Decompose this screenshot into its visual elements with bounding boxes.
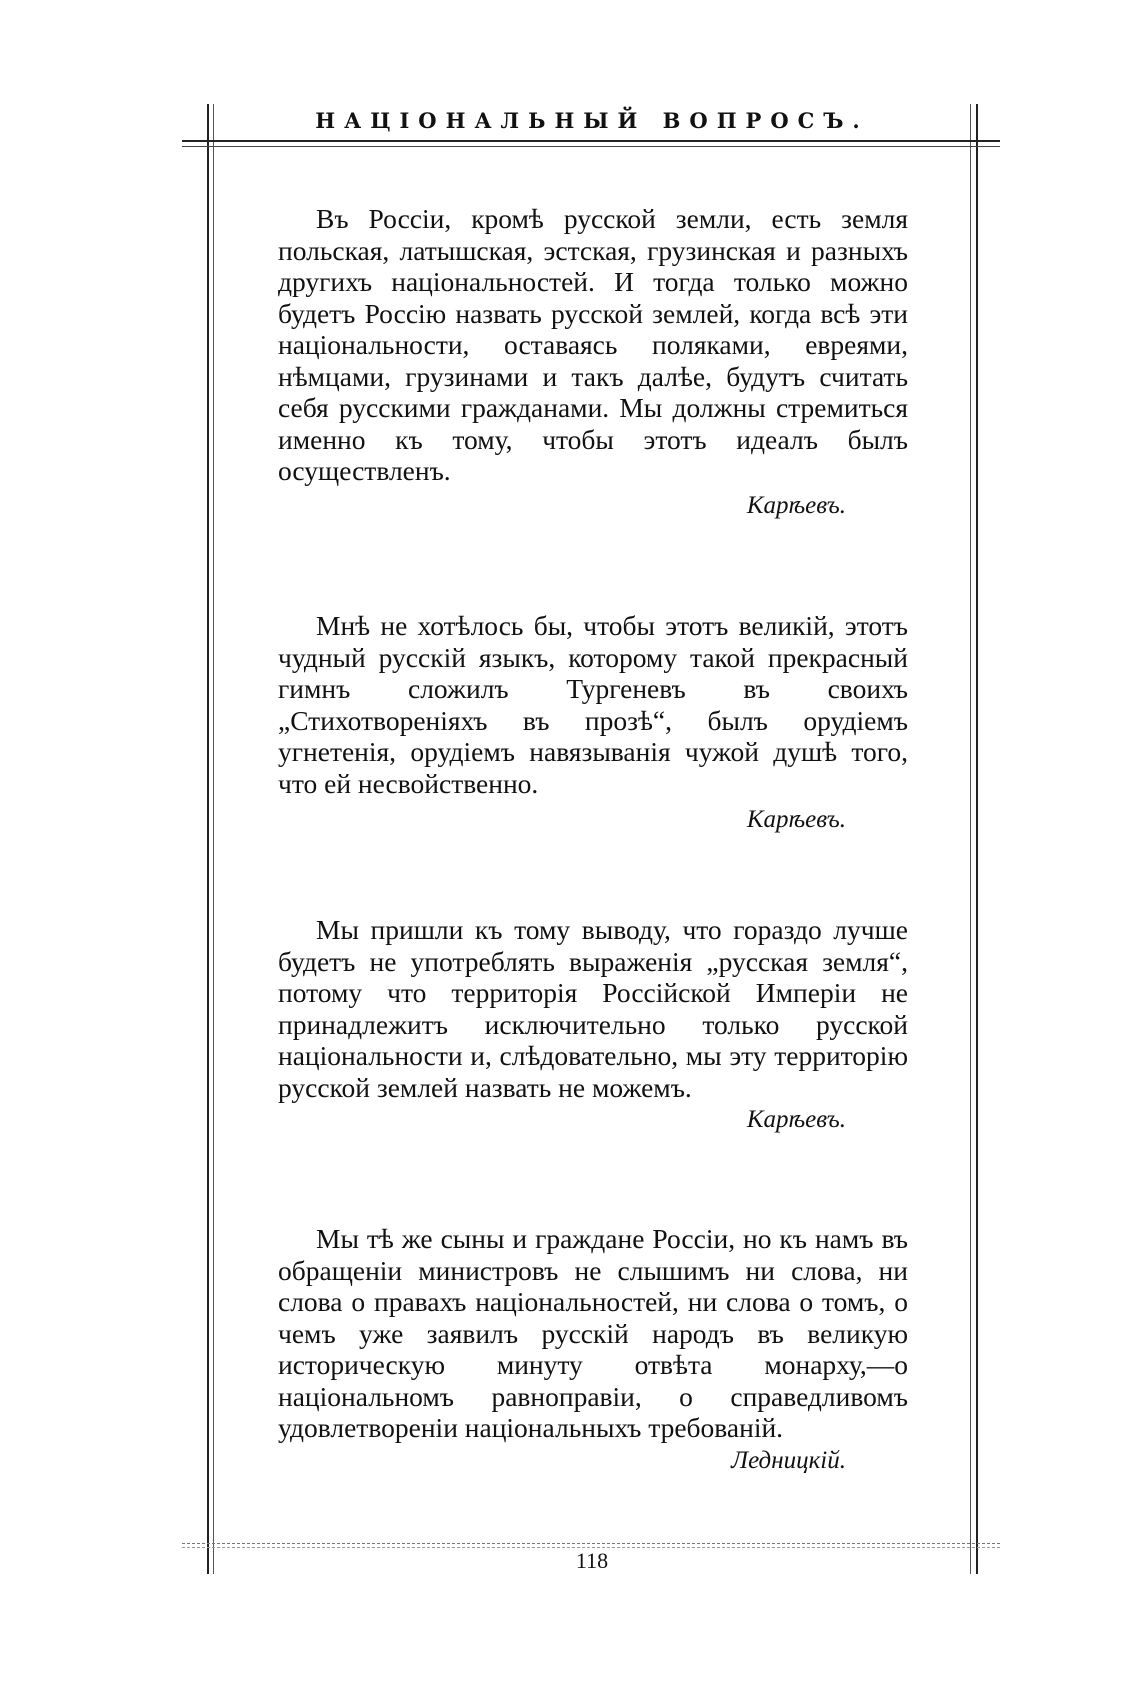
running-head: НАЦIОНАЛЬНЫЙ ВОПРОСЪ. (315, 108, 869, 133)
header-rule (182, 140, 1000, 142)
quote-block (278, 203, 908, 521)
right-border-rule (976, 104, 978, 1574)
quote-text: Въ Россiи, кромѣ русской земли, есть земля польская, латышская, эстская, грузинская и разныхъ другихъ нацiональностей. И тогда только можно будетъ Россiю назвать русской землей, когда всѣ эти нацiональности, оставаясь поляками, евреями, нѣмцами, грузинами и такъ далѣе, будутъ считать себя русскими гражданами. Мы должны стремиться именно къ тому, чтобы этотъ идеалъ былъ осуществленъ. (278, 203, 908, 486)
quote-text: Мы пришли къ тому выводу, что гораздо лучше будетъ не употреблять выраженiя „русская земля“, потому что территорiя Россiйской Имперiи не принадлежитъ исключительно только русской нацiональности и, слѣдовательно, мы эту территорiю русской землей назвать не можемъ. (278, 914, 908, 1103)
quote-block (278, 914, 908, 1135)
quote-block (278, 1223, 908, 1476)
header-rule-thin (182, 146, 1000, 147)
quote-text: Мы тѣ же сыны и граждане Россiи, но къ намъ въ обращенiи министровъ не слышимъ ни слова, ни слова о правахъ нацiональностей, ни слова о томъ, о чемъ уже заявилъ русскiй народъ въ великую историческую минуту отвѣта монарху,—о нацiональномъ равноправiи, о справедливомъ удовлетворенiи нацiональныхъ требованiй. (278, 1223, 908, 1443)
quote-text: Мнѣ не хотѣлось бы, чтобы этотъ великiй, этотъ чудный русскiй языкъ, которому такой прекрасный гимнъ сложилъ Тургеневъ въ своихъ „Стихотворенiяхъ въ прозѣ“, былъ орудiемъ угнетенiя, орудiемъ навязыванiя чужой душѣ того, что ей несвойственно. (278, 610, 908, 799)
footer-rule (182, 1543, 1000, 1544)
quote-author: Карѣевъ. (746, 1106, 846, 1133)
left-inner-border-rule (213, 104, 214, 1574)
quote-author: Карѣевъ. (746, 806, 846, 833)
left-border-rule (207, 104, 209, 1574)
quote-block (278, 610, 908, 835)
page-number: 118 (575, 1548, 609, 1573)
quote-author: Карѣевъ. (746, 491, 846, 519)
quote-author: Ледницкiй. (731, 1446, 846, 1474)
right-inner-border-rule (970, 104, 971, 1574)
